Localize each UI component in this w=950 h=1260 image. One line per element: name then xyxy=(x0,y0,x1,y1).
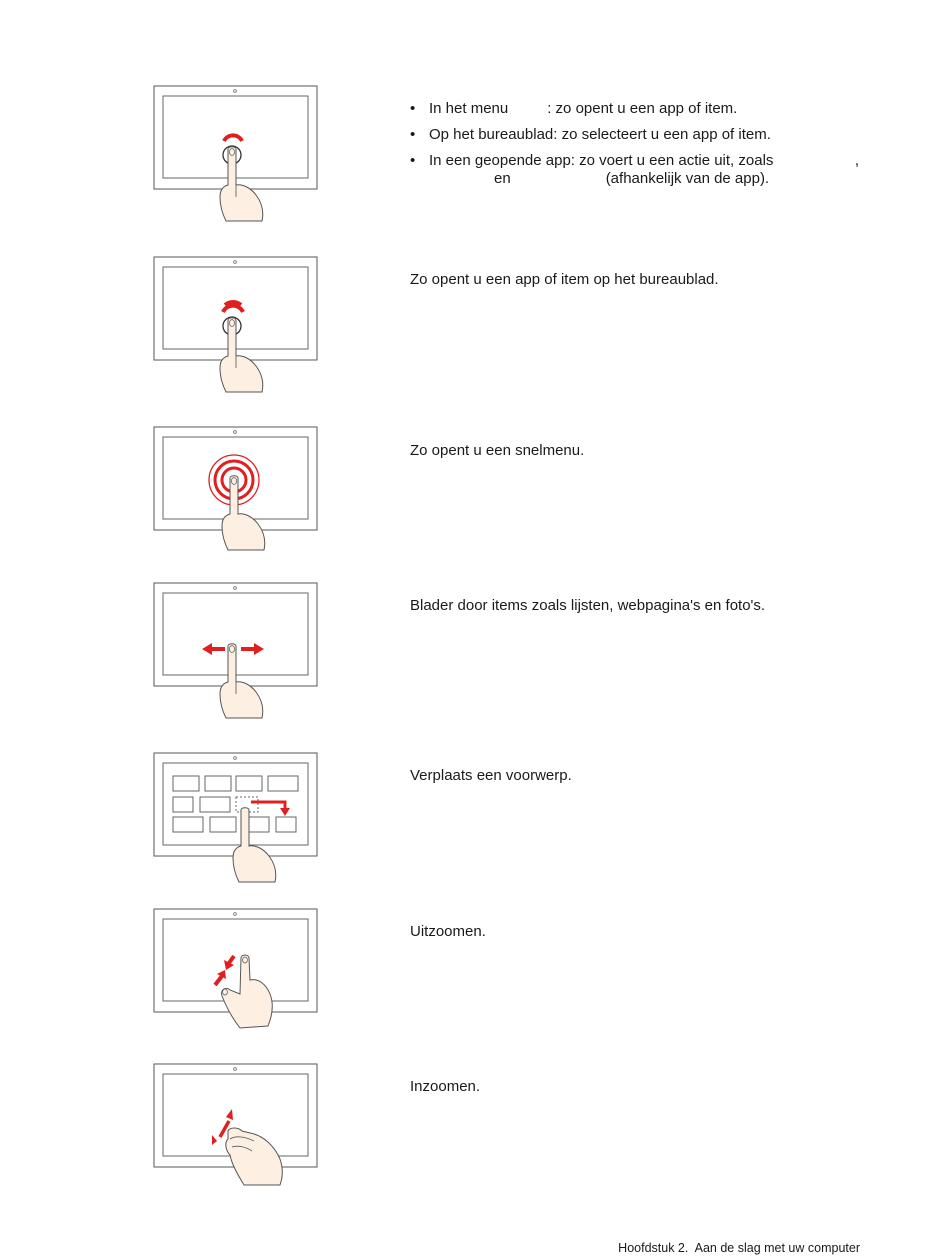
drag-icon xyxy=(150,752,322,892)
stretch-description: Inzoomen. xyxy=(410,1078,481,1095)
footer-chapter: Hoofdstuk 2. xyxy=(618,1241,689,1255)
slide-description: Blader door items zoals lijsten, webpagina's en foto's. xyxy=(410,597,766,614)
tap-and-hold-description: Zo opent u een snelmenu. xyxy=(410,442,585,459)
stretch-zoom-in-icon xyxy=(150,1063,322,1203)
pinch-zoom-out-icon xyxy=(150,908,322,1048)
list-item: • Op het bureaublad: zo selecteert u een app of item. xyxy=(410,126,859,144)
single-tap-descriptions xyxy=(410,100,859,196)
slide-icon xyxy=(150,582,322,722)
footer-title: Aan de slag met uw computer xyxy=(694,1241,860,1255)
double-tap-description: Zo opent u een app of item op het bureaublad. xyxy=(410,271,719,288)
pinch-description: Uitzoomen. xyxy=(410,923,486,940)
tap-and-hold-icon xyxy=(150,426,322,566)
list-item: • In het menu : zo opent u een app of item. xyxy=(410,100,859,118)
page-footer xyxy=(618,1241,860,1255)
drag-description: Verplaats een voorwerp. xyxy=(410,767,572,784)
double-tap-icon xyxy=(150,256,322,396)
single-tap-icon xyxy=(150,85,322,225)
list-item: • In een geopende app: zo voert u een actie uit, zoals , en (afhankelijk van de app). xyxy=(410,152,859,188)
